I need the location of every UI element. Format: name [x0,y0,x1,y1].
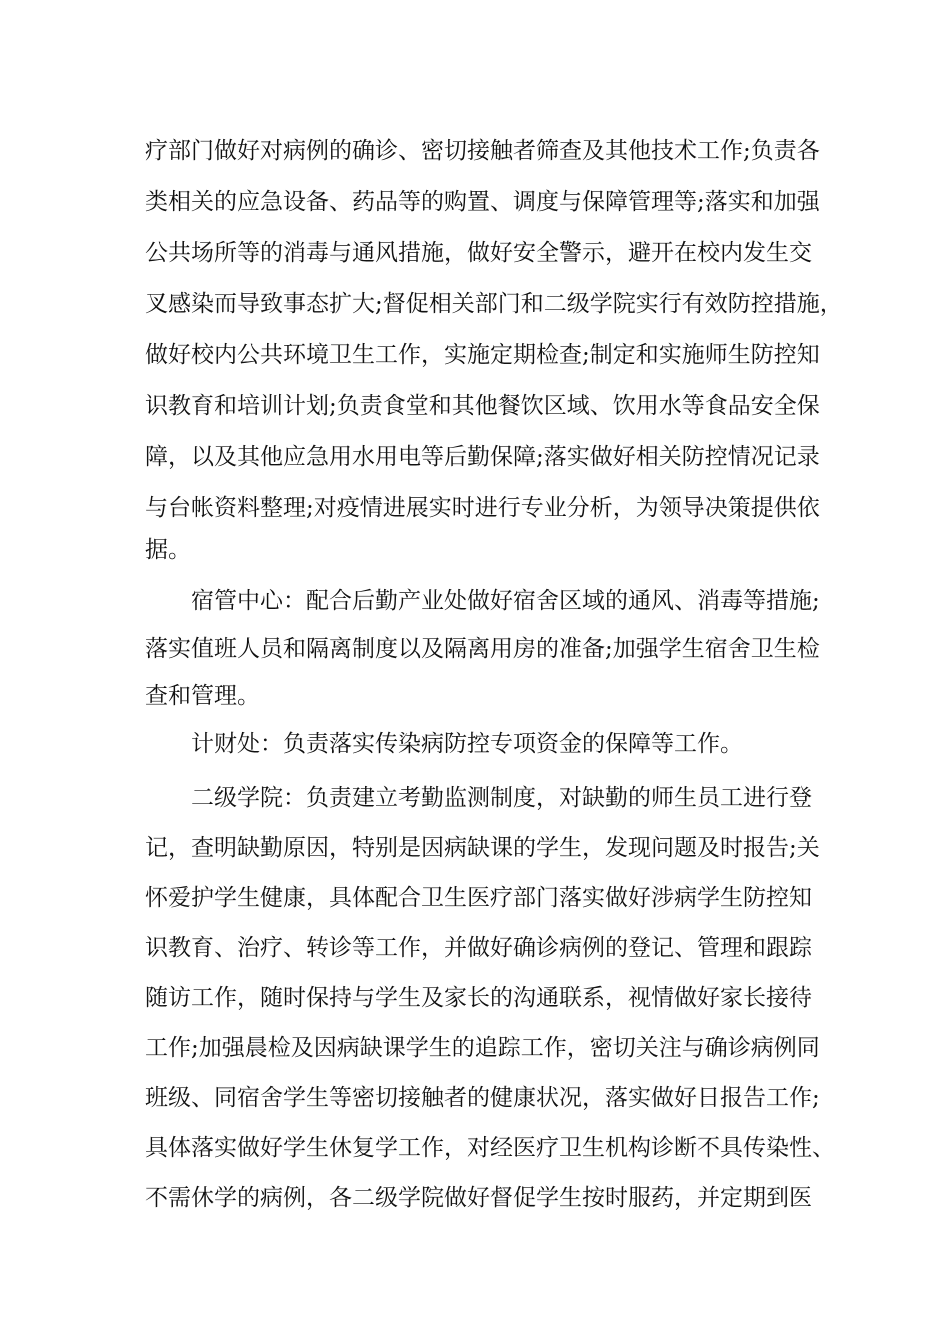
paragraph-4-line-5: 随访工作，随时保持与学生及家长的沟通联系，视情做好家长接待 [145,985,812,1011]
paragraph-1-line-5: 做好校内公共环境卫生工作，实施定期检查;制定和实施师生防控知 [145,342,820,368]
paragraph-4-line-4: 识教育、治疗、转诊等工作，并做好确诊病例的登记、管理和跟踪 [145,935,812,961]
paragraph-3-line-1: 计财处：负责落实传染病防控专项资金的保障等工作。 [191,731,743,757]
paragraph-4-line-7: 班级、同宿舍学生等密切接触者的健康状况，落实做好日报告工作; [145,1085,820,1111]
paragraph-4-line-3: 怀爱护学生健康，具体配合卫生医疗部门落实做好涉病学生防控知 [145,885,812,911]
paragraph-1-line-9: 据。 [145,537,191,563]
paragraph-2-line-3: 查和管理。 [145,683,260,709]
paragraph-4-line-1: 二级学院：负责建立考勤监测制度，对缺勤的师生员工进行登 [191,785,812,811]
paragraph-4-line-9: 不需休学的病例，各二级学院做好督促学生按时服药，并定期到医 [145,1185,812,1211]
paragraph-2-line-1: 宿管中心：配合后勤产业处做好宿舍区域的通风、消毒等措施; [191,588,820,614]
paragraph-1-line-1: 疗部门做好对病例的确诊、密切接触者筛查及其他技术工作;负责各 [145,138,820,164]
paragraph-4-line-2: 记，查明缺勤原因，特别是因病缺课的学生，发现问题及时报告;关 [145,835,820,861]
paragraph-1-line-4: 叉感染而导致事态扩大;督促相关部门和二级学院实行有效防控措施， [145,291,843,317]
paragraph-1-line-8: 与台帐资料整理;对疫情进展实时进行专业分析，为领导决策提供依 [145,495,820,521]
paragraph-1-line-6: 识教育和培训计划;负责食堂和其他餐饮区域、饮用水等食品安全保 [145,393,820,419]
paragraph-4-line-8: 具体落实做好学生休复学工作，对经医疗卫生机构诊断不具传染性、 [145,1135,835,1161]
paragraph-1-line-3: 公共场所等的消毒与通风措施，做好安全警示，避开在校内发生交 [145,240,812,266]
paragraph-4-line-6: 工作;加强晨检及因病缺课学生的追踪工作，密切关注与确诊病例同 [145,1035,820,1061]
paragraph-1-line-7: 障，以及其他应急用水用电等后勤保障;落实做好相关防控情况记录 [145,444,820,470]
paragraph-1-line-2: 类相关的应急设备、药品等的购置、调度与保障管理等;落实和加强 [145,189,820,215]
paragraph-2-line-2: 落实值班人员和隔离制度以及隔离用房的准备;加强学生宿舍卫生检 [145,636,820,662]
